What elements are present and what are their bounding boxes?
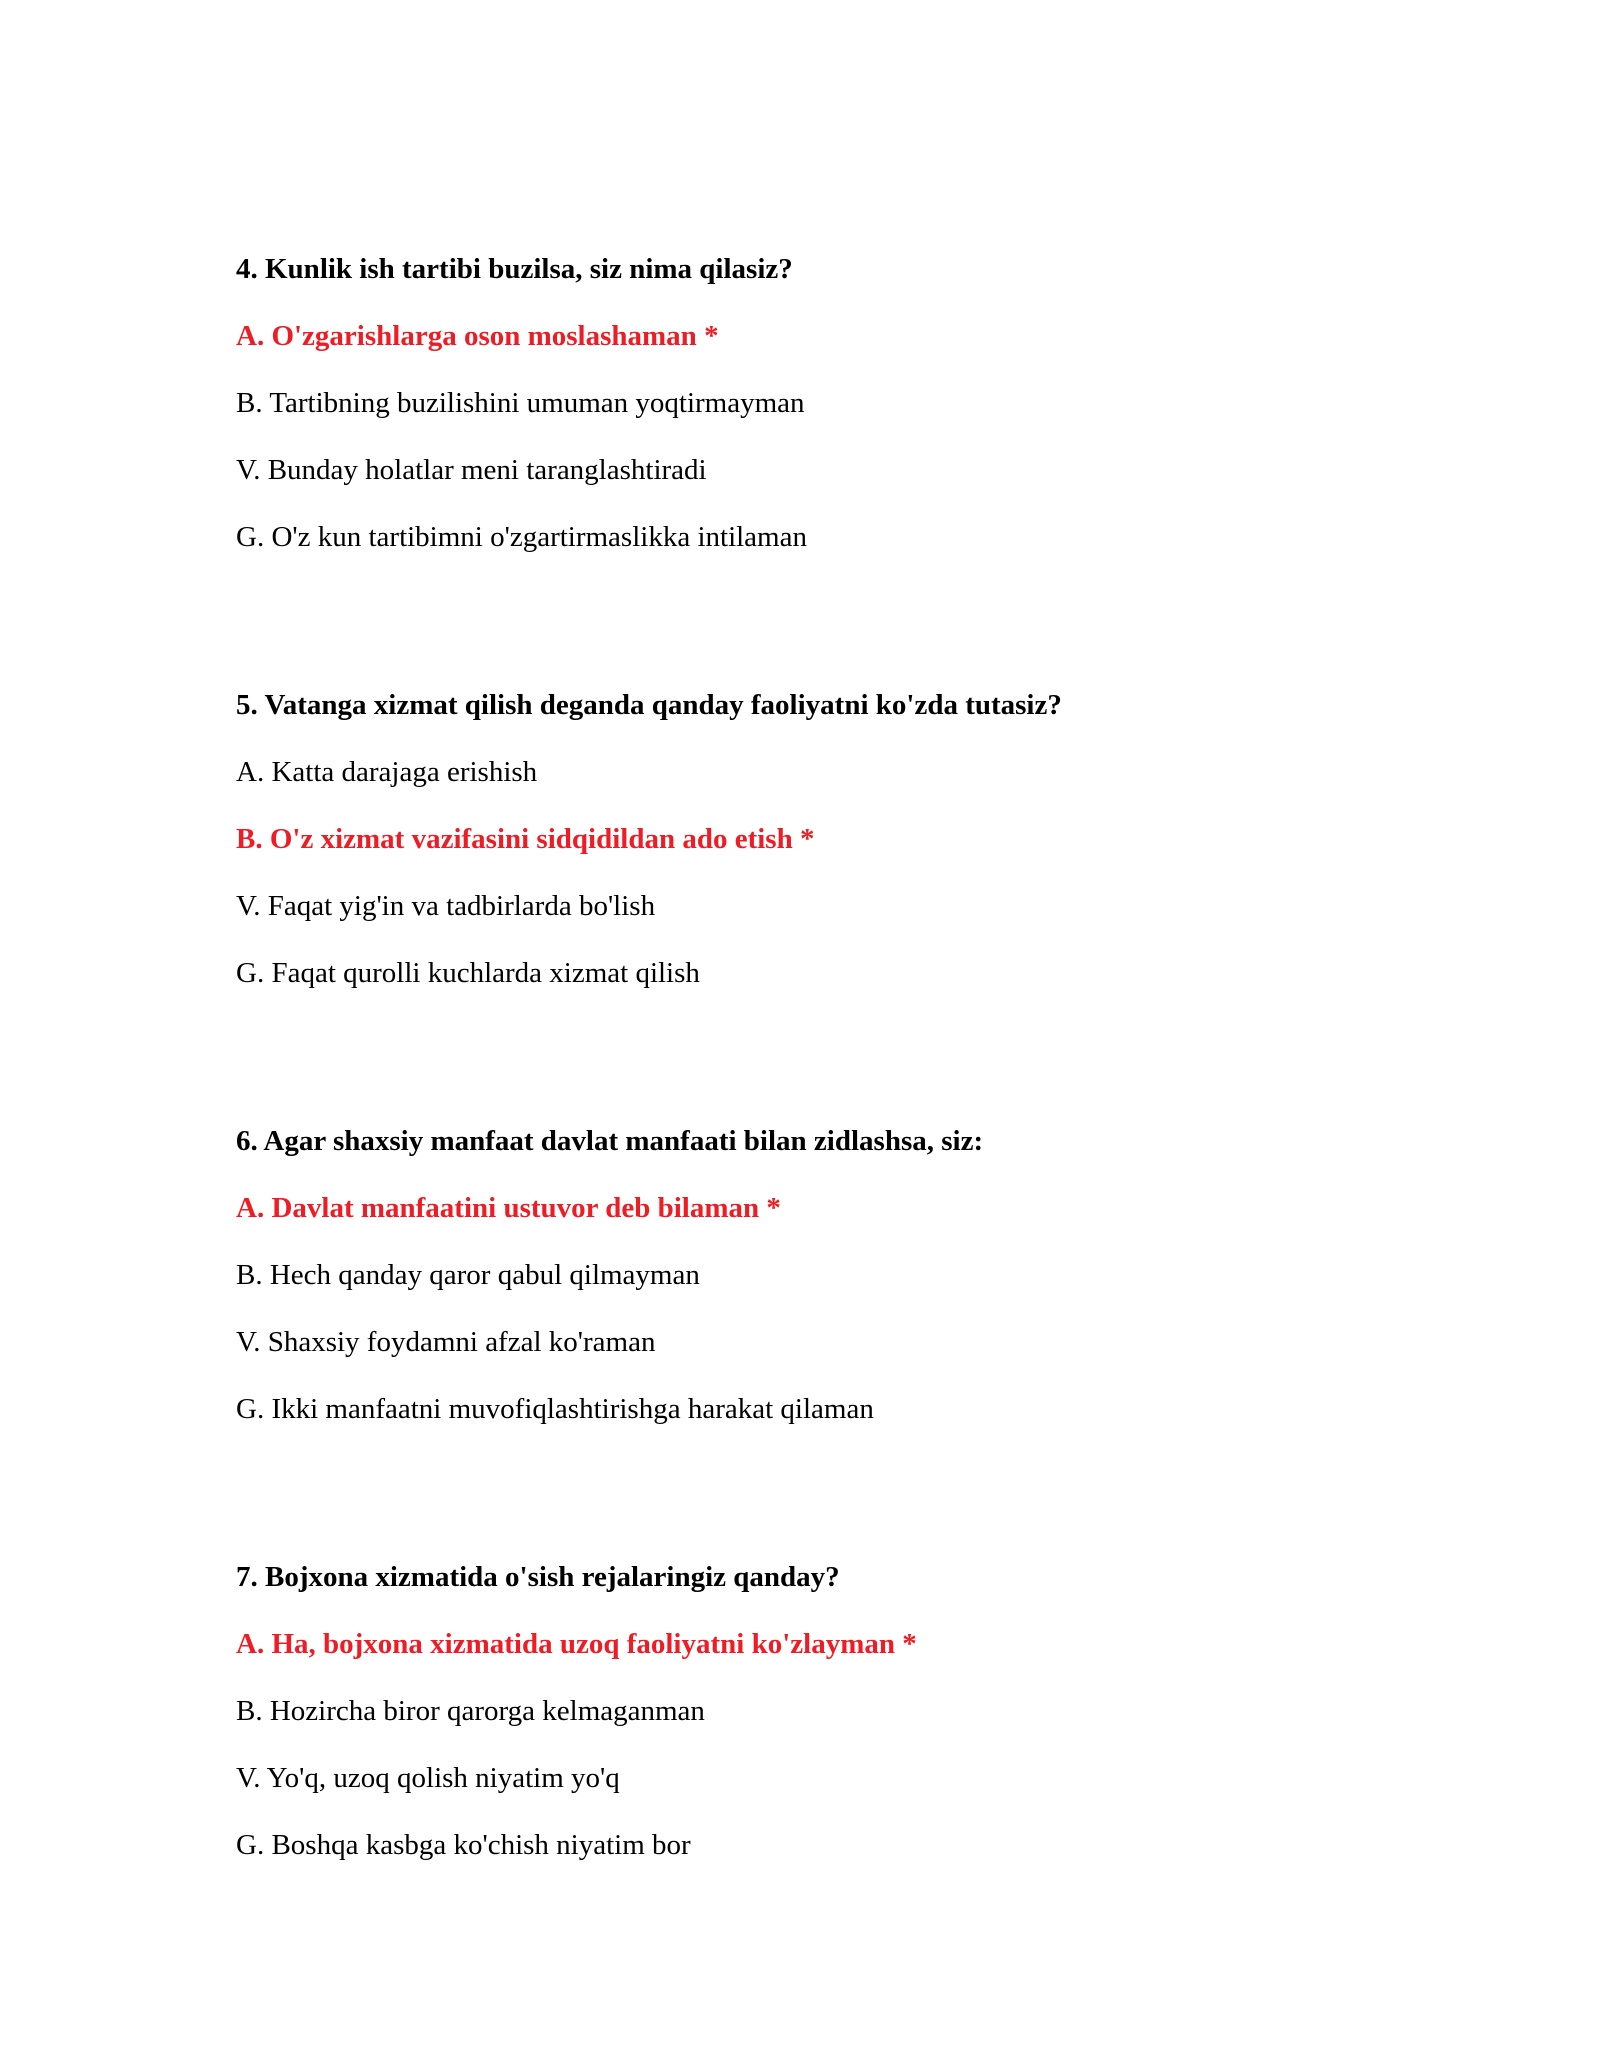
- document-page: [236, 252, 1436, 1862]
- answer-option: B. Tartibning buzilishini umuman yoqtirmayman: [236, 387, 805, 419]
- question-5: [236, 688, 1436, 990]
- answer-option: G. O'z kun tartibimni o'zgartirmaslikka intilaman: [236, 521, 807, 553]
- question-6: [236, 1124, 1436, 1426]
- answer-option-correct: A. O'zgarishlarga oson moslashaman *: [236, 320, 719, 352]
- answer-option: V. Faqat yig'in va tadbirlarda bo'lish: [236, 890, 656, 922]
- question-text: 7. Bojxona xizmatida o'sish rejalaringiz qanday?: [236, 1561, 840, 1593]
- answer-option: V. Shaxsiy foydamni afzal ko'raman: [236, 1326, 656, 1358]
- answer-option: B. Hech qanday qaror qabul qilmayman: [236, 1259, 700, 1291]
- answer-option: B. Hozircha biror qarorga kelmaganman: [236, 1695, 705, 1727]
- answer-option: A. Katta darajaga erishish: [236, 756, 538, 788]
- question-text: 5. Vatanga xizmat qilish deganda qanday faoliyatni ko'zda tutasiz?: [236, 689, 1062, 721]
- answer-option: V. Bunday holatlar meni taranglashtiradi: [236, 454, 707, 486]
- answer-option-correct: A. Ha, bojxona xizmatida uzoq faoliyatni ko'zlayman *: [236, 1628, 917, 1660]
- answer-option-correct: A. Davlat manfaatini ustuvor deb bilaman *: [236, 1192, 781, 1224]
- question-4: [236, 252, 1436, 554]
- answer-option: V. Yo'q, uzoq qolish niyatim yo'q: [236, 1762, 620, 1794]
- question-7: [236, 1560, 1436, 1862]
- answer-option-correct: B. O'z xizmat vazifasini sidqidildan ado etish *: [236, 823, 815, 855]
- answer-option: G. Ikki manfaatni muvofiqlashtirishga harakat qilaman: [236, 1393, 874, 1425]
- question-text: 6. Agar shaxsiy manfaat davlat manfaati bilan zidlashsa, siz:: [236, 1125, 984, 1157]
- answer-option: G. Boshqa kasbga ko'chish niyatim bor: [236, 1829, 691, 1861]
- answer-option: G. Faqat qurolli kuchlarda xizmat qilish: [236, 957, 700, 989]
- question-text: 4. Kunlik ish tartibi buzilsa, siz nima qilasiz?: [236, 253, 793, 285]
